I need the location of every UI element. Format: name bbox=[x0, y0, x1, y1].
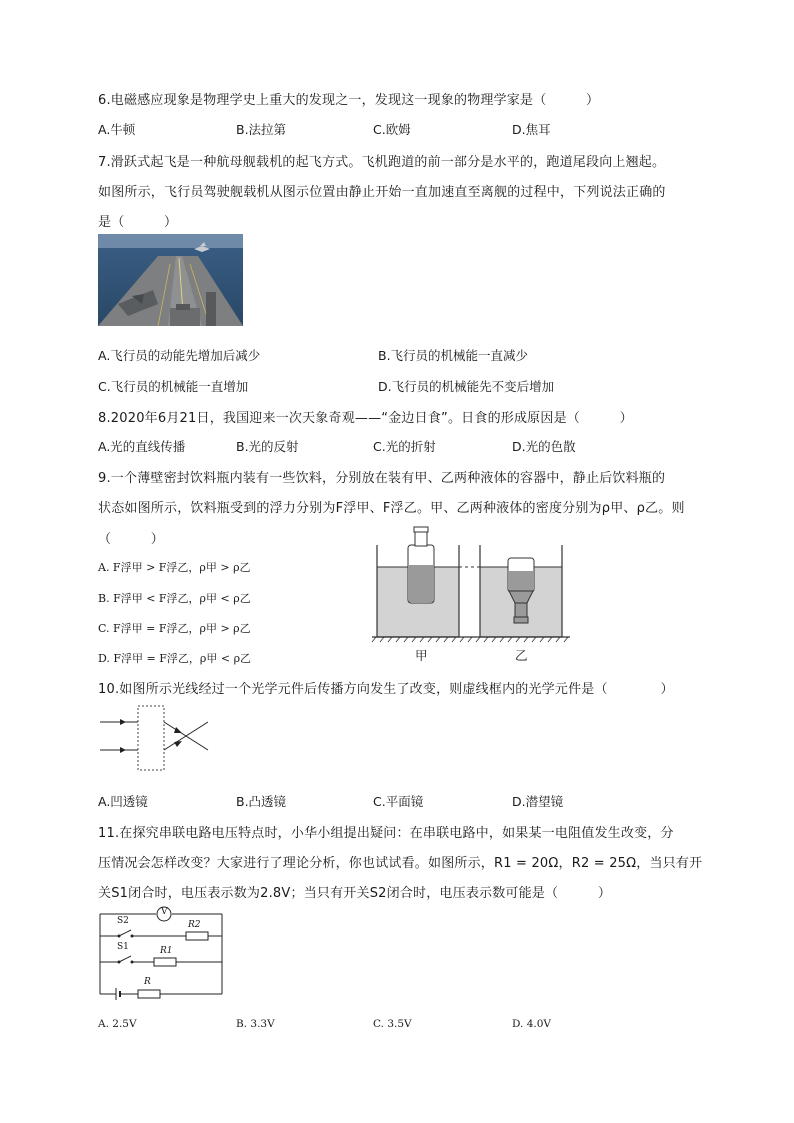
s1-label: S1 bbox=[117, 942, 129, 952]
q11-option-b: B. 3.3V bbox=[236, 1018, 275, 1030]
q8-option-d: D.光的色散 bbox=[512, 439, 576, 454]
bottle-float-diagram bbox=[372, 525, 572, 640]
r2-label: R2 bbox=[188, 920, 201, 930]
q10-option-b: B.凸透镜 bbox=[236, 794, 287, 809]
label-jia: 甲 bbox=[415, 648, 428, 663]
q9-option-d: D. F浮甲 = F浮乙，ρ甲 < ρ乙 bbox=[98, 652, 252, 665]
q11-stem-line-3: 关S1闭合时，电压表示数为2.8V；当只有开关S2闭合时，电压表示数可能是（ ） bbox=[98, 886, 612, 901]
q10-stem: 10.如图所示光线经过一个光学元件后传播方向发生了改变，则虚线框内的光学元件是（ ） bbox=[98, 682, 674, 697]
r1-label: R1 bbox=[160, 946, 173, 956]
q10-option-a: A.凹透镜 bbox=[98, 794, 148, 809]
q8-option-c: C.光的折射 bbox=[373, 439, 436, 454]
q9-stem-line-1: 9.一个薄壁密封饮料瓶内装有一些饮料，分别放在装有甲、乙两种液体的容器中，静止后饮料瓶的 bbox=[98, 471, 666, 486]
label-yi: 乙 bbox=[515, 648, 528, 663]
q11-stem-line-1: 11.在探究串联电路电压特点时，小华小组提出疑问：在串联电路中，如果某一电阻值发生改变，分 bbox=[98, 826, 674, 841]
q9-option-a: A. F浮甲 > F浮乙，ρ甲 > ρ乙 bbox=[98, 561, 251, 574]
q6-option-a: A.牛顿 bbox=[98, 122, 136, 137]
q7-stem-line-3: 是（ ） bbox=[98, 215, 178, 230]
q7-option-c: C.飞行员的机械能一直增加 bbox=[98, 379, 249, 394]
q10-option-d: D.潜望镜 bbox=[512, 794, 564, 809]
q6-option-b: B.法拉第 bbox=[236, 122, 287, 137]
q7-stem-line-1: 7.滑跃式起飞是一种航母舰载机的起飞方式。飞机跑道的前一部分是水平的，跑道尾段向上翘起。 bbox=[98, 155, 666, 170]
q9-stem-line-3: （ ） bbox=[98, 532, 165, 547]
r-label: R bbox=[144, 977, 151, 987]
q6-stem: 6.电磁感应现象是物理学史上重大的发现之一，发现这一现象的物理学家是（ ） bbox=[98, 93, 600, 108]
aircraft-carrier-photo bbox=[98, 234, 243, 326]
q6-option-d: D.焦耳 bbox=[512, 122, 551, 137]
s2-label: S2 bbox=[117, 916, 129, 926]
q7-option-a: A.飞行员的动能先增加后减少 bbox=[98, 348, 261, 363]
q8-stem: 8.2020年6月21日，我国迎来一次天象奇观——“金边日食”。日食的形成原因是（ ） bbox=[98, 411, 633, 426]
q9-option-b: B. F浮甲 < F浮乙，ρ甲 < ρ乙 bbox=[98, 592, 251, 605]
q9-stem-line-2: 状态如图所示，饮料瓶受到的浮力分别为F浮甲、F浮乙。甲、乙两种液体的密度分别为ρ甲、ρ乙。则 bbox=[98, 501, 685, 516]
q7-option-d: D.飞行员的机械能先不变后增加 bbox=[378, 379, 555, 394]
q7-stem-line-2: 如图所示，飞行员驾驶舰载机从图示位置由静止开始一直加速直至离舰的过程中，下列说法正确的 bbox=[98, 185, 666, 200]
q8-option-b: B.光的反射 bbox=[236, 439, 299, 454]
voltmeter-label: V bbox=[161, 907, 168, 917]
q6-option-c: C.欧姆 bbox=[373, 122, 411, 137]
q8-option-a: A.光的直线传播 bbox=[98, 439, 186, 454]
q11-option-a: A. 2.5V bbox=[98, 1018, 137, 1030]
q7-option-b: B.飞行员的机械能一直减少 bbox=[378, 348, 529, 363]
q11-option-d: D. 4.0V bbox=[512, 1018, 552, 1030]
optical-element-diagram bbox=[100, 704, 215, 774]
q11-stem-line-2: 压情况会怎样改变？大家进行了理论分析，你也试试看。如图所示，R1 = 20Ω，R2 = 25Ω，当只有开 bbox=[98, 856, 703, 871]
q9-option-c: C. F浮甲 = F浮乙，ρ甲 > ρ乙 bbox=[98, 622, 251, 635]
q11-option-c: C. 3.5V bbox=[373, 1018, 412, 1030]
q10-option-c: C.平面镜 bbox=[373, 794, 424, 809]
